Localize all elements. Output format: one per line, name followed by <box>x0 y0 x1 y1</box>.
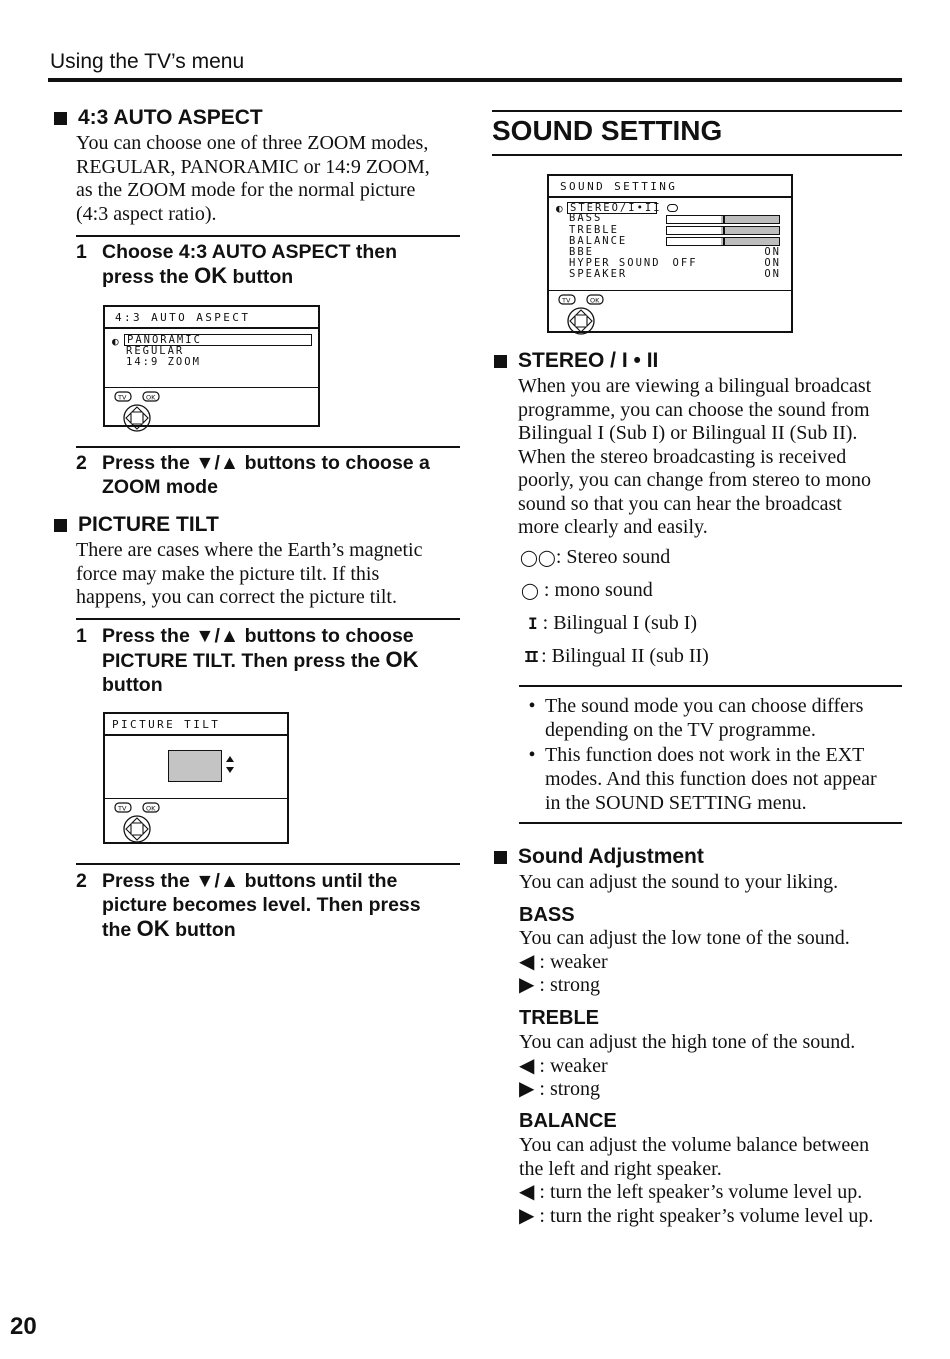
divider <box>76 235 460 237</box>
divider <box>76 863 460 865</box>
level-bar[interactable] <box>666 226 780 235</box>
sound-menu-label: HYPER SOUND <box>569 257 661 270</box>
sound-setting-menu-screen <box>547 174 793 333</box>
square-bullet-icon <box>54 519 67 532</box>
mono-sound-icon: ◯ <box>521 583 539 600</box>
auto-aspect-description: You can choose one of three ZOOM modes, REGULAR, PANORAMIC or 14:9 ZOOM, as the ZOOM mode for the normal picture (4:3 aspect ratio). <box>76 132 430 225</box>
picture-tilt-step-1: 1 Press the ▼/▲ buttons to choose PICTURE TILT. Then press the OK button <box>76 625 419 696</box>
selector-icon: ◐ <box>556 201 563 215</box>
screen-title: SOUND SETTING <box>560 180 678 193</box>
sound-menu-mid-value: OFF <box>672 257 698 270</box>
remote-control-icon <box>113 802 173 844</box>
divider <box>519 685 902 687</box>
remote-control-icon <box>557 294 617 336</box>
picture-tilt-step-2: 2 Press the ▼/▲ buttons until the picture becomes level. Then press the OK button <box>76 870 421 941</box>
sound-menu-label: BASS <box>569 212 603 225</box>
divider <box>76 446 460 448</box>
sound-menu-value: ON <box>764 257 781 270</box>
level-bar-marker <box>723 226 725 235</box>
sound-menu-label: TREBLE <box>569 223 619 236</box>
stereo-description: When you are viewing a bilingual broadcast programme, you can choose the sound from Bilingual I (Sub I) or Bilingual II (Sub II). When the stereo broadcasting is received poorly, you can change from stereo to mono sound so that you can hear the broadcast more clearly and easily. <box>518 375 872 538</box>
level-bar[interactable] <box>666 215 780 224</box>
bilingual-2-icon: II <box>524 648 537 666</box>
note-item: • This function does not work in the EXT modes. And this function does not appear in the SOUND SETTING menu. <box>528 744 877 814</box>
sound-menu-value: ON <box>764 268 781 281</box>
sound-menu-label: SPEAKER <box>569 268 628 281</box>
level-bar-fill <box>721 216 779 223</box>
balance-description: You can adjust the volume balance between the left and right speaker. ◀ : turn the left speaker’s volume level up. ▶ : turn the right speaker’s volume level up. <box>519 1134 874 1227</box>
picture-tilt-screen <box>103 712 289 844</box>
subheading-balance: BALANCE <box>519 1110 617 1132</box>
selector-icon: ◐ <box>112 334 119 348</box>
mono-sound-icon <box>667 204 678 212</box>
menu-item[interactable]: REGULAR <box>126 344 185 357</box>
running-header: Using the TV’s menu <box>50 50 245 73</box>
screen-title: 4:3 AUTO ASPECT <box>115 311 251 324</box>
square-bullet-icon <box>494 851 507 864</box>
svg-text:OK: OK <box>590 296 600 305</box>
treble-description: You can adjust the high tone of the sound. ◀ : weaker ▶ : strong <box>519 1031 856 1100</box>
svg-text:TV: TV <box>118 393 127 402</box>
screen-title: PICTURE TILT <box>112 718 221 731</box>
heading-stereo: STEREO / I • II <box>492 348 902 374</box>
sound-mode-stereo: ◯◯: Stereo sound <box>520 546 671 568</box>
svg-text:OK: OK <box>146 393 156 402</box>
header-rule <box>48 78 902 82</box>
up-down-arrow-icon <box>225 756 235 774</box>
divider <box>76 618 460 620</box>
tilt-adjust-box[interactable] <box>168 750 222 782</box>
divider <box>492 154 902 156</box>
note-item: • The sound mode you can choose differs depending on the TV programme. <box>528 695 864 741</box>
square-bullet-icon <box>494 355 507 368</box>
remote-control-icon <box>113 391 173 433</box>
svg-text:TV: TV <box>118 804 127 813</box>
menu-item[interactable]: 14:9 ZOOM <box>126 355 201 368</box>
heading-sound-setting: SOUND SETTING <box>492 115 723 146</box>
level-bar[interactable] <box>666 237 780 246</box>
heading-auto-aspect: 4:3 AUTO ASPECT <box>52 105 460 131</box>
sound-mode-bilingual-2: II : Bilingual II (sub II) <box>524 645 709 667</box>
sound-menu-label: BALANCE <box>569 234 628 247</box>
square-bullet-icon <box>54 112 67 125</box>
level-bar-fill <box>721 238 779 245</box>
menu-item-selected[interactable]: PANORAMIC <box>124 334 312 346</box>
subheading-bass: BASS <box>519 904 575 926</box>
stereo-notes <box>519 694 902 815</box>
auto-aspect-step-2: 2 Press the ▼/▲ buttons to choose a ZOOM mode <box>76 452 430 498</box>
sound-menu-row[interactable] <box>569 236 781 247</box>
sound-menu-row[interactable] <box>569 269 781 280</box>
sound-menu-row[interactable] <box>569 214 781 225</box>
divider <box>492 110 902 112</box>
sound-mode-mono: ◯ : mono sound <box>521 579 653 601</box>
sound-menu-label: BBE <box>569 245 594 258</box>
stereo-sound-icon: ◯◯ <box>520 550 556 567</box>
level-bar-fill <box>721 227 779 234</box>
menu-item-selected[interactable]: STEREO/I•II <box>567 202 657 214</box>
page-number: 20 <box>10 1313 37 1340</box>
auto-aspect-step-1: 1 Choose 4:3 AUTO ASPECT then press the OK button <box>76 241 398 288</box>
sound-mode-bilingual-1: I : Bilingual I (sub I) <box>528 612 698 634</box>
picture-tilt-description: There are cases where the Earth’s magnetic force may make the picture tilt. If this happens, you can correct the picture tilt. <box>76 539 423 608</box>
divider <box>519 822 902 824</box>
bilingual-1-icon: I <box>528 614 538 633</box>
heading-sound-adjustment: Sound Adjustment <box>492 844 902 870</box>
svg-text:OK: OK <box>146 804 156 813</box>
bass-description: You can adjust the low tone of the sound. ◀ : weaker ▶ : strong <box>519 927 850 996</box>
level-bar-marker <box>723 215 725 224</box>
subheading-treble: TREBLE <box>519 1007 599 1029</box>
sound-menu-value: ON <box>764 246 781 259</box>
auto-aspect-menu-screen <box>103 305 320 427</box>
level-bar-marker <box>723 237 725 246</box>
heading-picture-tilt: PICTURE TILT <box>52 512 460 538</box>
svg-text:TV: TV <box>562 296 571 305</box>
sound-adjustment-intro: You can adjust the sound to your liking. <box>519 871 839 893</box>
